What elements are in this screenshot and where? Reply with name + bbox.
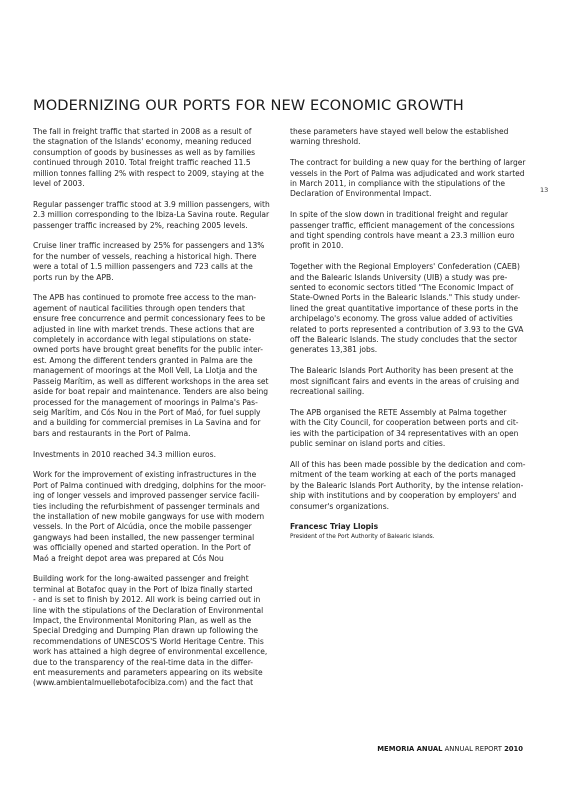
paragraph: In spite of the slow down in traditional freight and regular passenger traffic, efficient management of the concessions and tight spending controls have meant a 23.3 million euro profit in 2010. <box>290 210 515 251</box>
footer <box>377 745 523 753</box>
signature-name: Francesc Triay Llopis <box>290 522 379 532</box>
right-column <box>290 127 530 542</box>
paragraph: The APB has continued to promote free access to the man- agement of nautical facilities through open tenders that ensure free concurrence and permit concessionary fees to be adjusted in line with market trends. These actions that are completely in accordance with legal stipulations on state- owned ports have brought great benefits for the public inter- est. Among the different tenders granted in Palma are the management of moorings at the Moll Vell, La Llotja and the Passeig Marítim, as well as different workshops in the area set aside for boat repair and maintenance. Tenders are also being processed for the management of moorings in Palma's Pas- seig Marítim, and Cós Nou in the Port of Maó, for fuel supply and a building for commercial premises in La Savina and for bars and restaurants in the Port of Palma. <box>33 293 269 438</box>
paragraph: The fall in freight traffic that started in 2008 as a result of the stagnation of the Islands' economy, meaning reduced consumption of goods by businesses as well as by families continued through 2010. Total freight traffic reached 11.5 million tonnes falling 2% with respect to 2009, staying at the level of 2003. <box>33 127 264 189</box>
paragraph: The APB organised the RETE Assembly at Palma together with the City Council, for cooperation between ports and cit- ies with the participation of 34 representatives with an open public seminar on island ports and cities. <box>290 407 519 449</box>
signature-role: President of the Port Authority of Balearic Islands. <box>290 533 435 540</box>
paragraph: The contract for building a new quay for the berthing of larger vessels in the Port of Palma was adjudicated and work started in March 2011, in compliance with the stipulations of the Declaration of Environmental Impact. <box>290 158 526 199</box>
paragraph: these parameters have stayed well below the established warning threshold. <box>290 127 509 147</box>
paragraph: Work for the improvement of existing infrastructures in the Port of Palma continued with dredging, dolphins for the moor- ing of longer vessels and improved passenger service facili- ties including the refurbishment of passenger terminals and the installation of new mobile gangways for use with modern vessels. In the Port of Alcúdia, once the mobile passenger gangways had been installed, the new passenger terminal was officially opened and started operation. In the Port of Maó a freight depot area was prepared at Cós Nou <box>33 470 266 563</box>
footer-title-spanish: MEMORIA ANUAL <box>377 745 443 753</box>
footer-title-english: ANNUAL REPORT <box>444 745 502 753</box>
paragraph: All of this has been made possible by the dedication and com- mitment of the team working at each of the ports managed by the Balearic Islands Port Authority, by the intense relation- ship with institutions and by cooperation by employers' and consumer's organizations. <box>290 459 526 511</box>
footer-year: 2010 <box>504 745 523 753</box>
paragraph: The Balearic Islands Port Authority has been present at the most significant fairs and events in the areas of cruising and recreational sailing. <box>290 366 520 397</box>
left-column <box>33 127 276 699</box>
paragraph: Regular passenger traffic stood at 3.9 million passengers, with 2.3 million corresponding to the Ibiza-La Savina route. Regular passenger traffic increased by 2%, reaching 2005 levels. <box>33 199 270 230</box>
page-number: 13 <box>540 186 549 194</box>
paragraph: Investments in 2010 reached 34.3 million euros. <box>33 449 216 459</box>
page-title: MODERNIZING OUR PORTS FOR NEW ECONOMIC GROWTH <box>33 97 464 114</box>
paragraph: Together with the Regional Employers' Confederation (CAEB) and the Balearic Islands University (UIB) a study was pre- sented to economic sectors titled "The Economic Impact of State-Owned Ports in the Balearic Islands." This study under- lined the great quantitative importance of these ports in the archipelago's economy. The gross value added of activities related to ports represented a contribution of 3.93 to the GVA off the Balearic Islands. The study concludes that the sector generates 13,381 jobs. <box>290 262 524 355</box>
paragraph: Cruise liner traffic increased by 25% for passengers and 13% for the number of vessels, reaching a historical high. There were a total of 1.5 million passengers and 723 calls at the ports run by the APB. <box>33 241 265 282</box>
paragraph: Building work for the long-awaited passenger and freight terminal at Botafoc quay in the Port of Ibiza finally started - and is set to finish by 2012. All work is being carried out in line with the stipulations of the Declaration of Environmental Impact, the Environmental Monitoring Plan, as well as the Special Dredging and Dumping Plan drawn up following the recommendations of UNESCOS'S World Heritage Centre. This work has attained a high degree of environmental excellence, due to the transparency of the real-time data in the differ- ent measurements and parameters appearing on its website (www.ambientalmuellebotafocibiza.com) and the fact that <box>33 574 268 688</box>
